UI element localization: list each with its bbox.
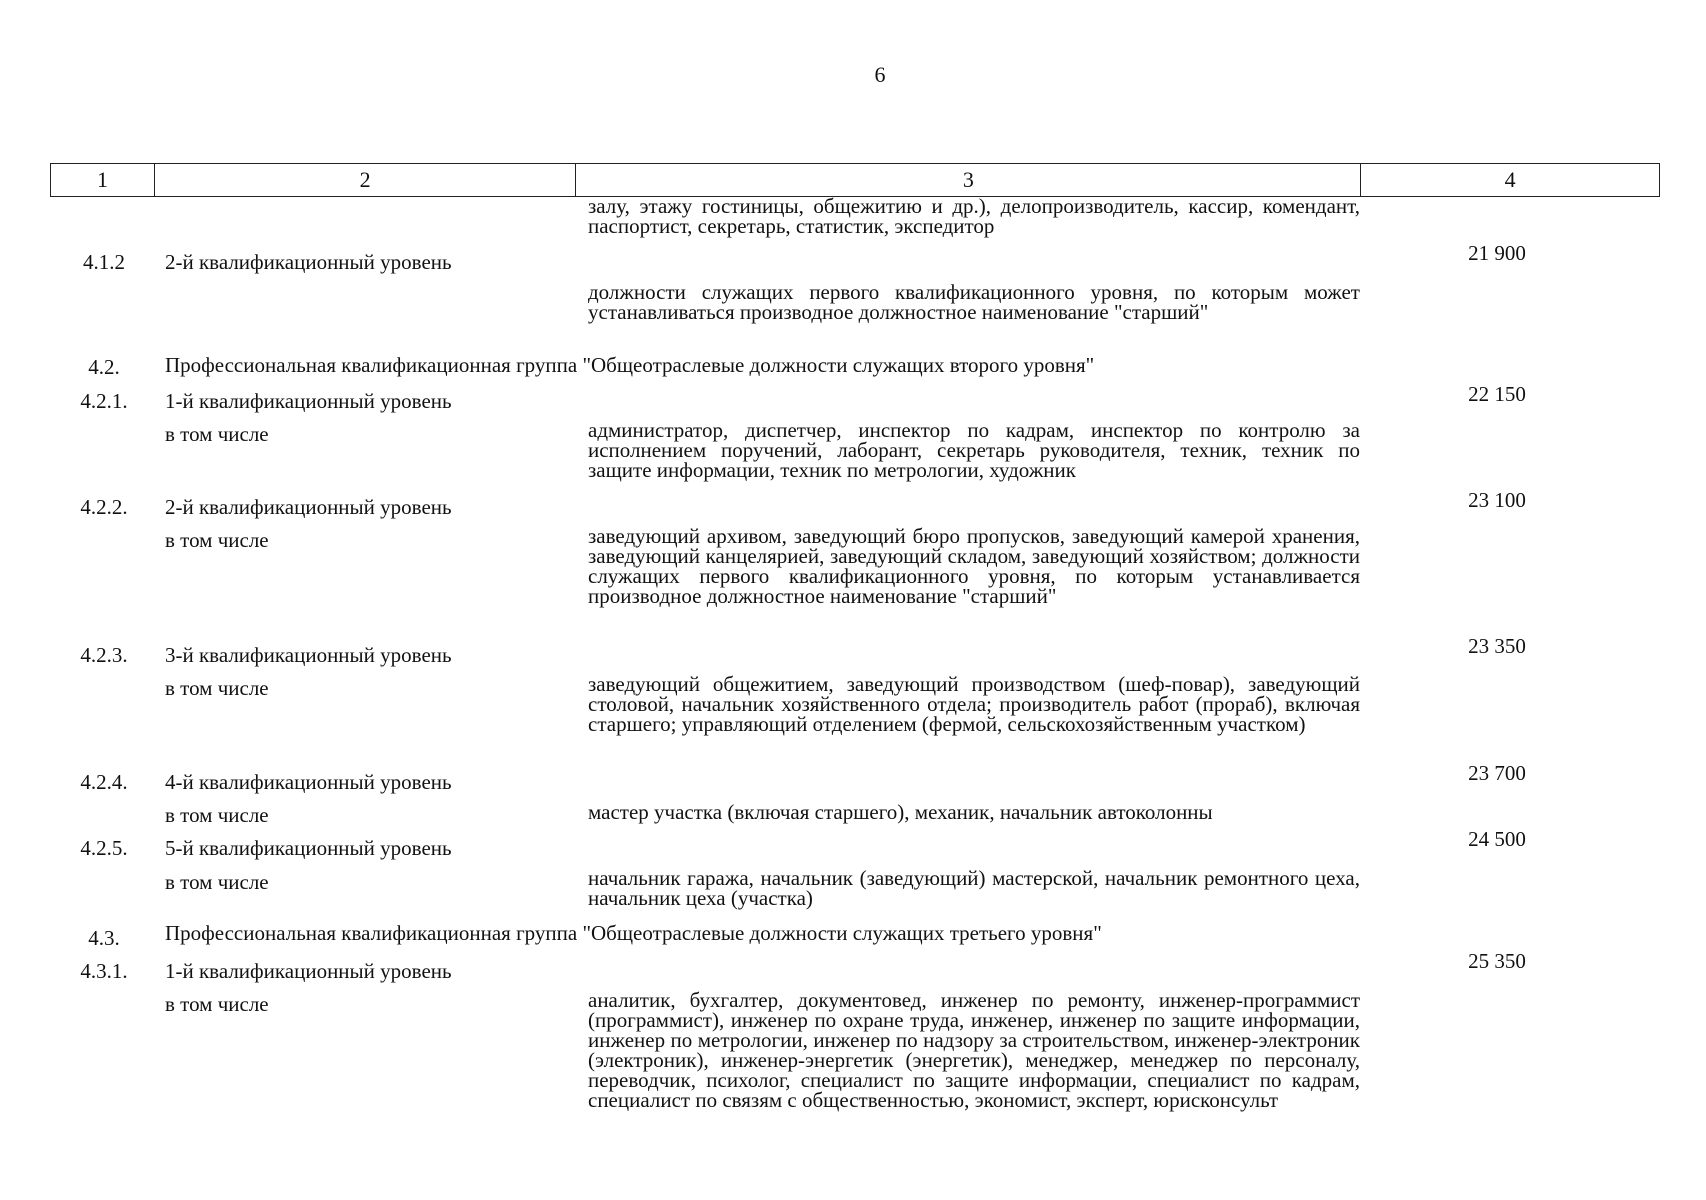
salary-value: 22 150 [1468, 382, 1526, 406]
row-number: 4.2. [88, 355, 120, 379]
column-header-2: 2 [155, 164, 576, 196]
table-header [50, 163, 1660, 197]
column-header-1: 1 [51, 164, 155, 196]
column-header-3: 3 [576, 164, 1361, 196]
salary-value: 24 500 [1468, 827, 1526, 851]
positions-description: аналитик, бухгалтер, документовед, инженер по ремонту, инженер-программист (программист), инженер по охране труда, инженер, инженер по защите информации, инженер по метрологии, инженер по надзору за строительством, инженер-электроник (электроник), инженер-энергетик (энергетик), менеджер, менеджер по персоналу, переводчик, психолог, специалист по защите информации, специалист по кадрам, специалист по связям с общественностью, экономист, эксперт, юрисконсульт [588, 988, 1360, 1112]
row-number: 4.2.2. [80, 495, 128, 519]
salary-value: 23 350 [1468, 634, 1526, 658]
positions-description: заведующий общежитием, заведующий производством (шеф-повар), заведующий столовой, начальник хозяйственного отдела; производитель работ (прораб), включая старшего; управляющий отделением (фермой, сельскохозяйственным участком) [588, 672, 1360, 736]
including-label: в том числе [165, 528, 269, 552]
salary-value: 23 100 [1468, 488, 1526, 512]
level-label: 1-й квалификационный уровень [165, 389, 452, 413]
group-title: Профессиональная квалификационная группа "Общеотраслевые должности служащих второго уровня" [165, 353, 1095, 377]
positions-description: мастер участка (включая старшего), механик, начальник автоколонны [588, 800, 1213, 824]
continued-description: залу, этажу гостиницы, общежитию и др.), делопроизводитель, кассир, комендант, паспортист, секретарь, статистик, экспедитор [588, 194, 1360, 238]
row-number: 4.3.1. [80, 959, 128, 983]
level-label: 2-й квалификационный уровень [165, 250, 452, 274]
row-number: 4.2.4. [80, 770, 128, 794]
column-header-4: 4 [1504, 167, 1516, 192]
row-number: 4.2.3. [80, 643, 128, 667]
row-number: 4.2.5. [80, 836, 128, 860]
salary-value: 23 700 [1468, 761, 1526, 785]
salary-value: 21 900 [1468, 241, 1526, 265]
level-label: 4-й квалификационный уровень [165, 770, 452, 794]
level-label: 3-й квалификационный уровень [165, 643, 452, 667]
group-title: Профессиональная квалификационная группа "Общеотраслевые должности служащих третьего уровня" [165, 921, 1102, 945]
row-number: 4.1.2 [83, 250, 125, 274]
page-number: 6 [874, 62, 886, 87]
salary-value: 25 350 [1468, 949, 1526, 973]
including-label: в том числе [165, 992, 269, 1016]
row-number: 4.2.1. [80, 389, 128, 413]
positions-description: администратор, диспетчер, инспектор по кадрам, инспектор по контролю за исполнением поручений, лаборант, секретарь руководителя, техник, техник по защите информации, техник по метрологии, художник [588, 418, 1360, 482]
including-label: в том числе [165, 422, 269, 446]
including-label: в том числе [165, 803, 269, 827]
positions-description: заведующий архивом, заведующий бюро пропусков, заведующий камерой хранения, заведующий канцелярией, заведующий складом, заведующий хозяйством; должности служащих первого квалификационного уровня, по которым устанавливается производное должностное наименование "старший" [588, 524, 1360, 608]
including-label: в том числе [165, 870, 269, 894]
positions-description: должности служащих первого квалификационного уровня, по которым может устанавливаться производное должностное наименование "старший" [588, 280, 1360, 324]
positions-description: начальник гаража, начальник (заведующий) мастерской, начальник ремонтного цеха, начальник цеха (участка) [588, 866, 1360, 910]
level-label: 1-й квалификационный уровень [165, 959, 452, 983]
row-number: 4.3. [88, 926, 120, 950]
level-label: 2-й квалификационный уровень [165, 495, 452, 519]
including-label: в том числе [165, 676, 269, 700]
level-label: 5-й квалификационный уровень [165, 836, 452, 860]
